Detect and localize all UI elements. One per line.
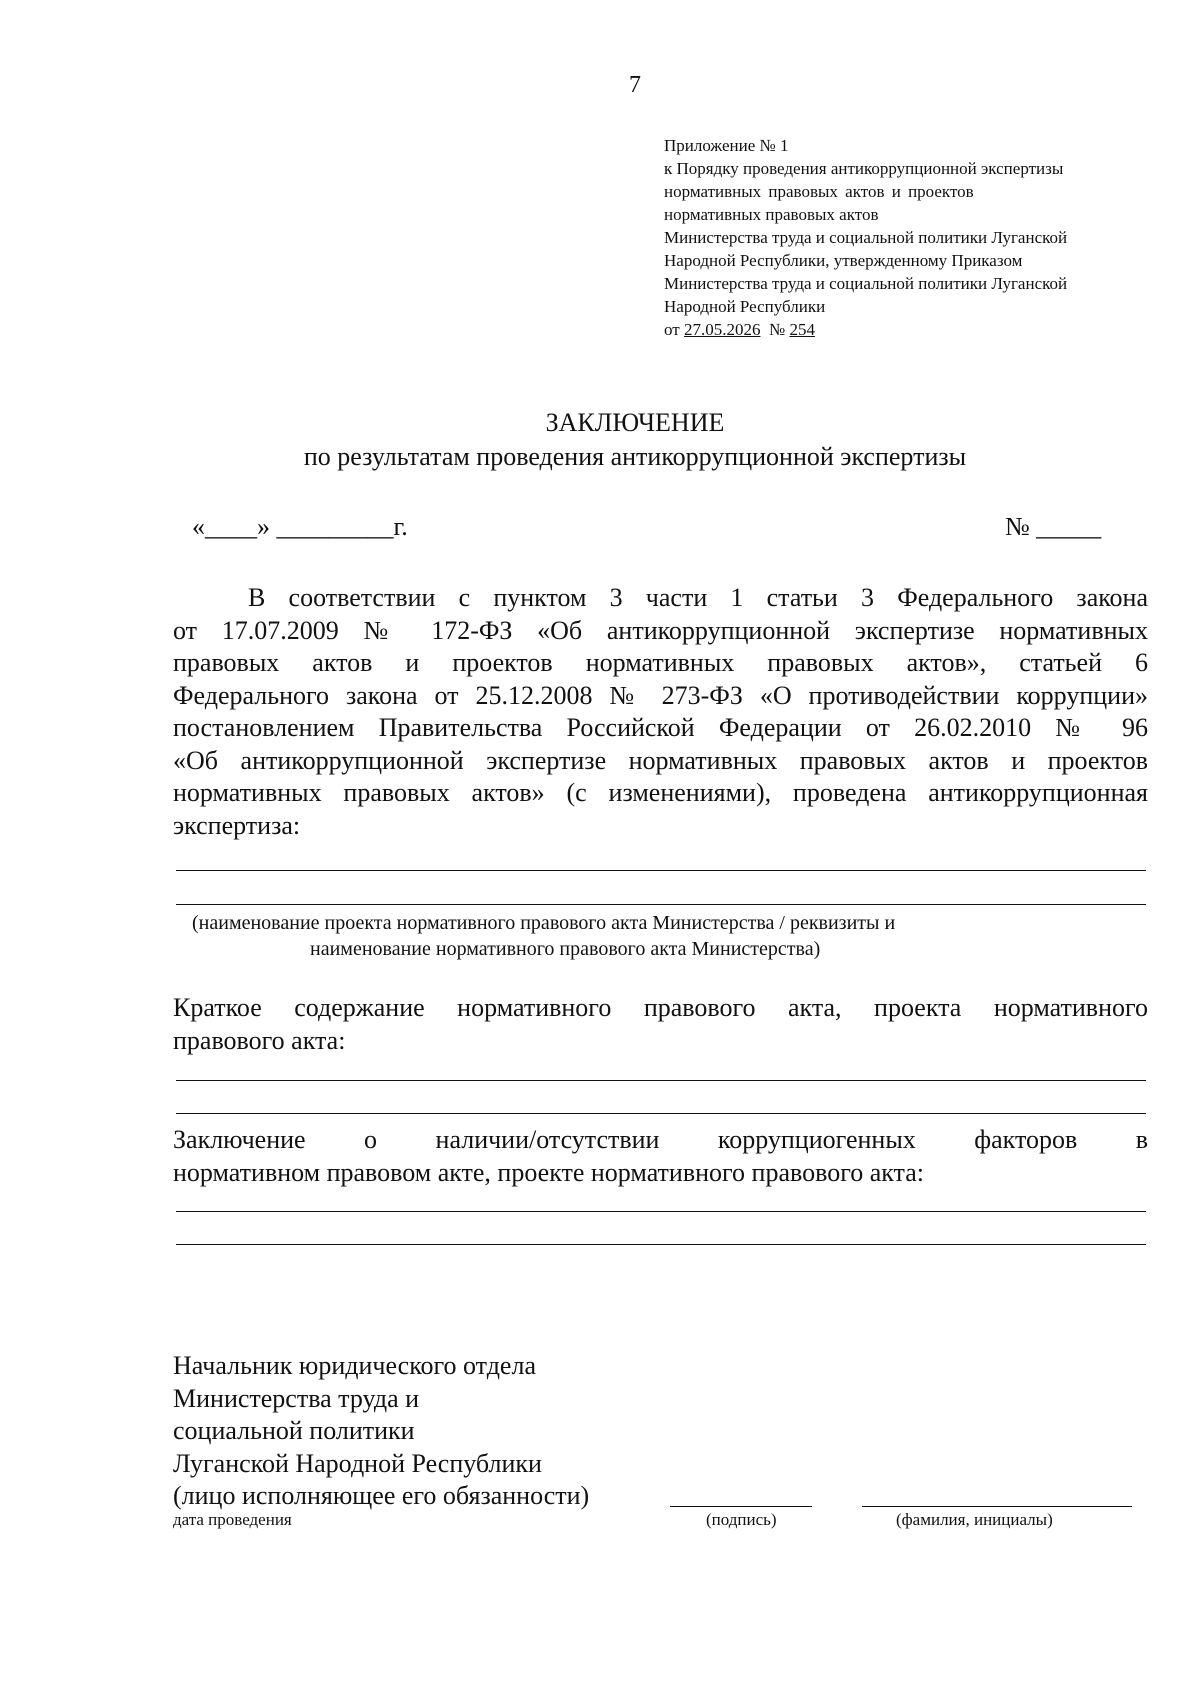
signature-blank-line [670,1506,812,1507]
appendix-line: Приложение № 1 [664,136,789,155]
intro-line: Федерального закона от 25.12.2008 № 273-ФЗ «О противодействии коррупции» [173,680,1148,710]
appendix-line: Министерства труда и социальной политики Луганской [664,228,1068,247]
conclusion-paragraph [173,1124,1148,1189]
appendix-header [664,134,1154,341]
document-title: ЗАКЛЮЧЕНИЕ [545,408,725,437]
summary-blank-line [176,1080,1146,1081]
summary-line: Краткое содержание нормативного правового акта, проекта нормативного [173,993,1148,1022]
act-name-blank-line [176,904,1146,905]
intro-paragraph [173,582,1148,842]
act-caption-line: (наименование проекта нормативного правового акта Министерства / реквизиты и [192,912,896,934]
summary-blank-line [176,1113,1146,1114]
act-name-blank-line [176,870,1146,871]
appendix-number: 254 [789,320,815,339]
intro-line: экспертиза: [173,810,301,840]
conclusion-blank-line [176,1211,1146,1212]
intro-line: В соответствии с пунктом 3 части 1 статьи 3 Федерального закона [248,583,1148,612]
appendix-line: Народной Республики [664,297,826,316]
signatory-line: (лицо исполняющее его обязанности) [173,1481,590,1510]
appendix-line: нормативных правовых актов и проектов [664,182,974,201]
date-conducted-label: дата проведения [173,1510,292,1529]
signatory-line: Министерства труда и [173,1383,420,1413]
name-blank-line [862,1506,1132,1507]
number-field: № _____ [1005,512,1102,541]
document-subtitle: по результатам проведения антикоррупционной экспертизы [303,442,967,471]
signature-label: (подпись) [706,1510,777,1529]
name-label: (фамилия, инициалы) [896,1510,1053,1529]
signatory-line: социальной политики [173,1416,415,1445]
act-caption-line: наименование нормативного правового акта Министерства) [310,938,821,960]
appendix-line: Народной Республики, утвержденному Приказом [664,251,1023,270]
conclusion-blank-line [176,1244,1146,1245]
appendix-date-prefix: от [664,320,684,339]
signatory-line: Луганской Народной Республики [173,1448,542,1478]
appendix-line: к Порядку проведения антикоррупционной экспертизы [664,159,1064,178]
summary-line: правового акта: [173,1025,346,1055]
intro-line: от 17.07.2009 № 172-ФЗ «Об антикоррупционной экспертизе нормативных [173,615,1148,645]
appendix-line: нормативных правовых актов [664,205,879,224]
appendix-date: 27.05.2026 [683,320,761,339]
appendix-line: Министерства труда и социальной политики Луганской [664,274,1068,293]
date-field: «____» _________г. [192,512,408,541]
conclusion-line: нормативном правовом акте, проекте нормативного правового акта: [173,1157,924,1187]
summary-paragraph [173,992,1148,1057]
intro-line: нормативных правовых актов» (с изменениями), проведена антикоррупционная [173,778,1148,807]
intro-line: постановлением Правительства Российской Федерации от 26.02.2010 № 96 [173,713,1148,742]
intro-line: правовых актов и проектов нормативных правовых актов», статьей 6 [173,648,1148,677]
intro-line: «Об антикоррупционной экспертизе нормативных правовых актов и проектов [173,745,1148,775]
signatory-line: Начальник юридического отдела [173,1351,536,1380]
signatory-block [173,1350,589,1513]
appendix-number-prefix: № [760,320,790,339]
appendix-date-line [664,318,1154,341]
page-number: 7 [629,72,641,98]
conclusion-line: Заключение о наличии/отсутствии коррупциогенных факторов в [173,1125,1148,1154]
